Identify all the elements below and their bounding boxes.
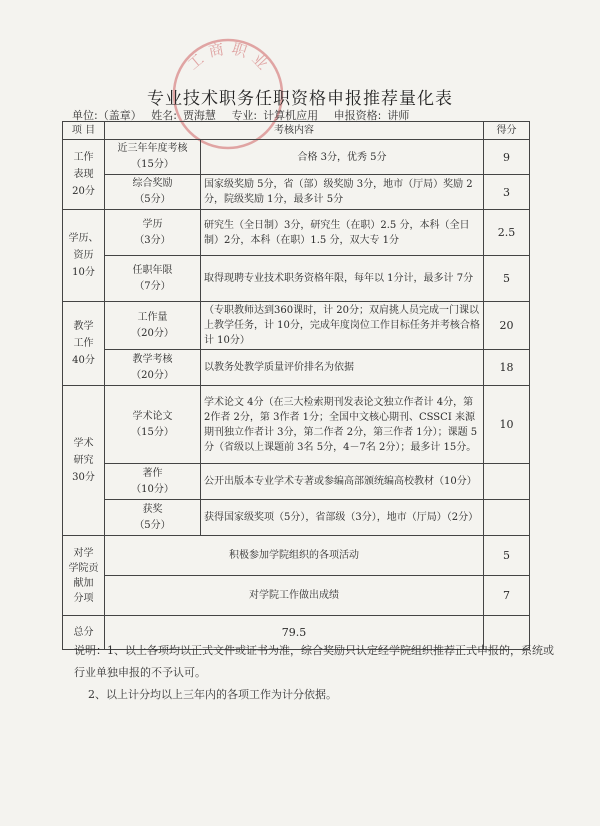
header-item: 项 目: [63, 122, 105, 140]
subitem-teaching-review: 教学考核 （20分）: [105, 350, 201, 386]
table-row: [63, 386, 530, 464]
evaluation-table: [62, 121, 530, 650]
major-value: 计算机应用: [263, 109, 319, 122]
notes: [74, 640, 554, 706]
header-content: 考核内容: [105, 122, 484, 140]
table-row: [63, 302, 530, 350]
score-achievements: 7: [484, 576, 530, 616]
category-work: 工作 表现 20分: [63, 140, 105, 210]
content-tenure: 取得现聘专业技术职务资格年限，每年以 1分计，最多计 7分: [201, 256, 484, 302]
subitem-degree: 学历 （3分）: [105, 210, 201, 256]
score-papers: 10: [484, 386, 530, 464]
content-teaching-review: 以教务处教学质量评价排名为依据: [201, 350, 484, 386]
score-annual-review: 9: [484, 140, 530, 175]
qualification-value: 讲师: [387, 109, 410, 122]
score-tenure: 5: [484, 256, 530, 302]
subitem-awards: 综合奖励 （5分）: [105, 175, 201, 210]
content-achievements: 对学院工作做出成绩: [105, 576, 484, 616]
qualification-label: 申报资格:: [333, 109, 382, 122]
content-degree: 研究生（全日制）3分，研究生（在职）2.5 分，本科（全日制）2分，本科（在职）1.5 分，双大专 1分: [201, 210, 484, 256]
score-books: [484, 464, 530, 500]
score-teaching-review: 18: [484, 350, 530, 386]
score-prizes: [484, 500, 530, 536]
unit-label: 单位:（盖章）: [72, 109, 142, 122]
content-activities: 积极参加学院组织的各项活动: [105, 536, 484, 576]
header-score: 得分: [484, 122, 530, 140]
subitem-tenure: 任职年限 （7分）: [105, 256, 201, 302]
table-row: [63, 256, 530, 302]
table-row: [63, 210, 530, 256]
category-education: 学历、 资历 10分: [63, 210, 105, 302]
subitem-workload: 工作量 （20分）: [105, 302, 201, 350]
score-workload: 20: [484, 302, 530, 350]
category-contribution: 对学 学院贡 献加 分项: [63, 536, 105, 616]
subitem-prizes: 获奖 （5分）: [105, 500, 201, 536]
subitem-papers: 学术论文 （15分）: [105, 386, 201, 464]
content-annual-review: 合格 3分，优秀 5分: [201, 140, 484, 175]
name-label: 姓名:: [151, 109, 177, 122]
table-row: [63, 576, 530, 616]
category-research: 学术 研究 30分: [63, 386, 105, 536]
table-row: [63, 536, 530, 576]
total-label: 总分: [63, 616, 105, 650]
svg-text:工商职业: 工商职业: [184, 39, 276, 78]
score-activities: 5: [484, 536, 530, 576]
note-2: 2、以上计分均以上三年内的各项工作为计分依据。: [88, 688, 337, 701]
header-row: [63, 122, 530, 140]
content-papers: 学术论文 4分（在三大检索期刊发表论文独立作者计 4分，第 2作者 2分，第 3作者 1分；全国中文核心期刊、CSSCI 来源期刊独立作者计 3分，第二作者 2分，第三作者 1分）；课题 5分（省级以上课题前 3名 5分，4－7名 2分）；最多计 15分。: [201, 386, 484, 464]
page-title: 专业技术职务任职资格申报推荐量化表: [147, 89, 453, 109]
table-row: [63, 140, 530, 175]
major-label: 专业:: [231, 109, 258, 122]
content-workload: （专职教师达到360课时，计 20分；双肩挑人员完成一门课以上教学任务，计 10分，完成年度岗位工作目标任务并考核合格计 10分）: [201, 302, 484, 350]
category-teaching: 教学 工作 40分: [63, 302, 105, 386]
total-value: 79.5: [105, 616, 484, 650]
table-row: [63, 500, 530, 536]
table-row: [63, 464, 530, 500]
note-1: 说明：1、以上各项均以正式文件或证书为准，综合奖励只认定经学院组织推荐正式申报的，系统或行业单独申报的不予认可。: [74, 644, 554, 679]
subitem-books: 著作 （10分）: [105, 464, 201, 500]
content-prizes: 获得国家级奖项（5分），省部级（3分），地市（厅局）（2分）: [201, 500, 484, 536]
content-books: 公开出版本专业学术专著或参编高部颁统编高校教材（10分）: [201, 464, 484, 500]
table-row: [63, 175, 530, 210]
score-awards: 3: [484, 175, 530, 210]
table-row: [63, 350, 530, 386]
subitem-annual-review: 近三年年度考核 （15分）: [105, 140, 201, 175]
content-awards: 国家级奖励 5分，省（部）级奖励 3分，地市（厅局）奖励 2分，院级奖励 1分，最多计 5分: [201, 175, 484, 210]
score-degree: 2.5: [484, 210, 530, 256]
name-value: 贾海慧: [182, 109, 216, 122]
